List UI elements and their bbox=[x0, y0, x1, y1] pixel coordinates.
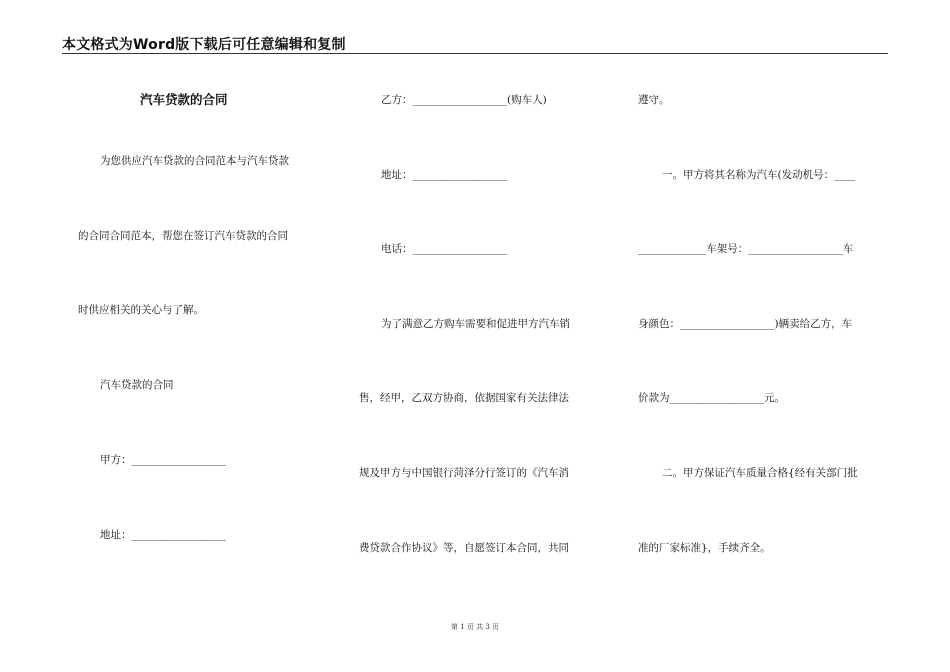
text-line: 为了满意乙方购车需要和促进甲方汽车销 bbox=[381, 318, 570, 330]
text-line: _____________车架号：__________________车 bbox=[638, 243, 854, 255]
address-line: 地址：__________________ bbox=[381, 169, 507, 181]
text-line: 规及甲方与中国银行菏泽分行签订的《汽车消 bbox=[359, 467, 569, 479]
text-line: 准的厂家标准}，手续齐全。 bbox=[638, 542, 771, 554]
text-line: 费贷款合作协议》等，自愿签订本合同，共同 bbox=[359, 542, 569, 554]
text-line: 售，经甲，乙双方协商，依据国家有关法律法 bbox=[359, 392, 569, 404]
text-line: 一。甲方将其名称为汽车(发动机号：____ bbox=[662, 169, 856, 181]
phone-line: 电话：__________________ bbox=[381, 243, 507, 255]
text-line: 时供应相关的关心与了解。 bbox=[78, 304, 204, 316]
text-line: 身颜色：__________________)辆卖给乙方，车 bbox=[638, 318, 853, 330]
party-b-line: 乙方：__________________(购车人) bbox=[381, 94, 547, 106]
text-line: 汽车贷款的合同 bbox=[100, 379, 174, 391]
text-line: 的合同合同范本，帮您在签订汽车贷款的合同 bbox=[78, 230, 288, 242]
text-line: 价款为__________________元。 bbox=[638, 392, 785, 404]
page-number: 第 1 页 共 3 页 bbox=[450, 623, 500, 631]
document-header-title: 本文格式为Word版下载后可任意编辑和复制 bbox=[62, 37, 346, 53]
text-line: 二。甲方保证汽车质量合格{经有关部门批 bbox=[662, 467, 858, 479]
address-line: 地址：__________________ bbox=[100, 529, 226, 541]
party-a-line: 甲方：__________________ bbox=[100, 454, 226, 466]
text-line: 遵守。 bbox=[638, 94, 670, 106]
text-line: 为您供应汽车贷款的合同范本与汽车贷款 bbox=[100, 155, 289, 167]
document-title: 汽车贷款的合同 bbox=[140, 92, 228, 107]
header-divider bbox=[62, 53, 888, 54]
